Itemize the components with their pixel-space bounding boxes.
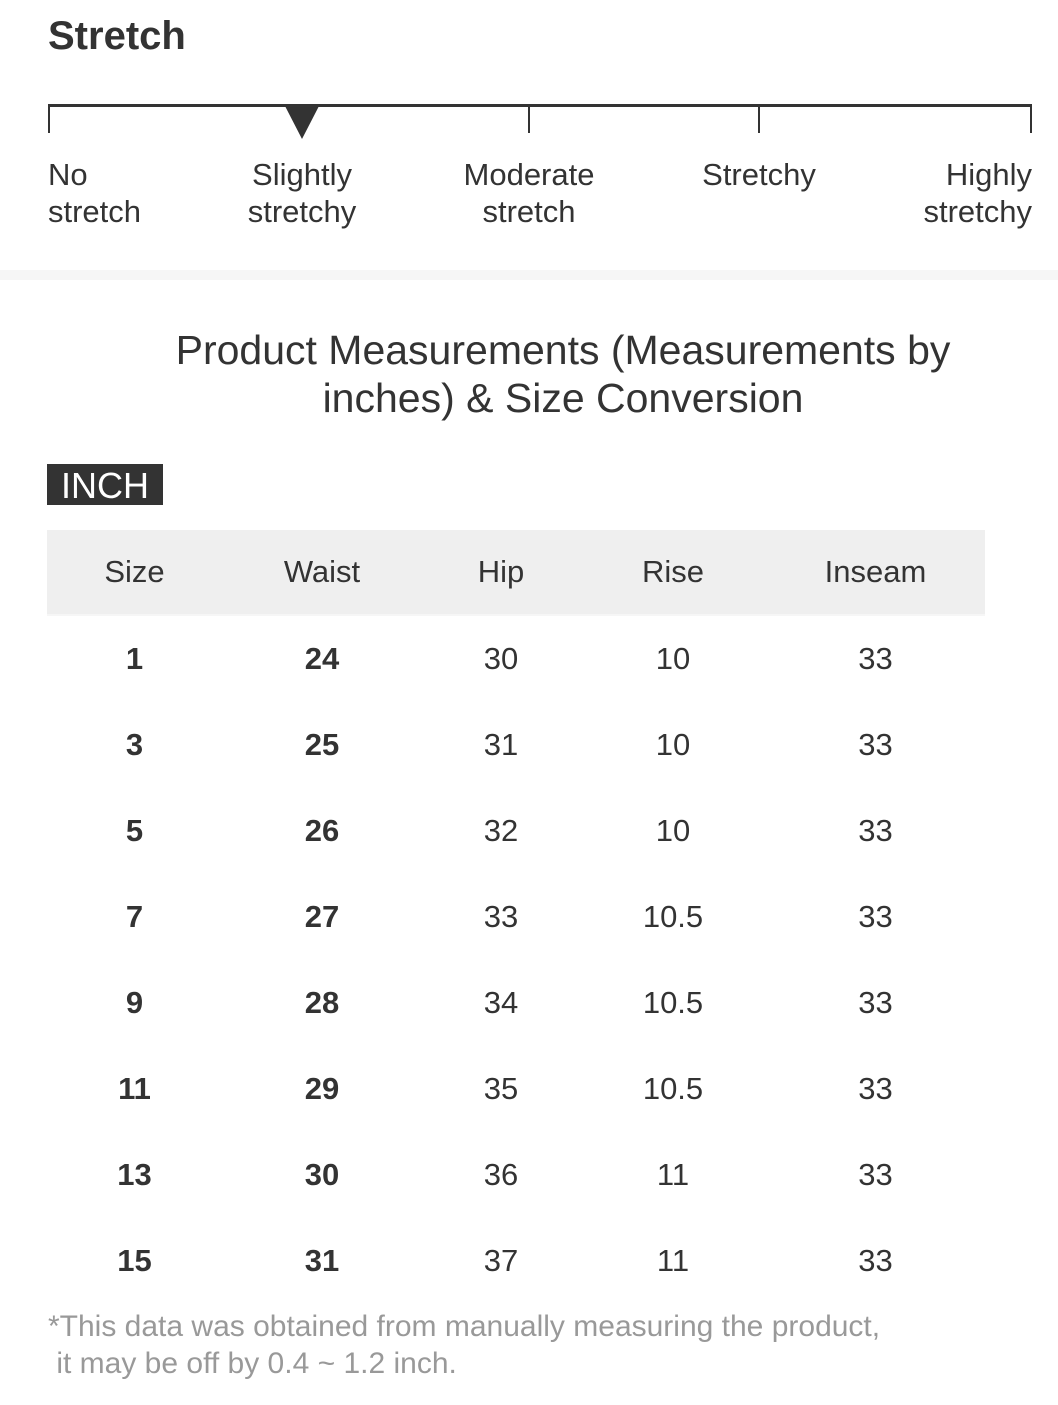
table-cell: 34 [483,985,519,1020]
table-row [47,702,985,788]
table-cell: 30 [483,641,519,676]
table-cell: 28 [304,985,340,1020]
stretch-title: Stretch [48,14,186,58]
unit-badge: INCH [47,464,163,505]
table-row [47,615,985,702]
table-cell: 13 [117,1157,152,1192]
stretch-label-moderate: Moderate stretch [463,157,595,229]
table-header-row [47,530,985,615]
table-cell: 10.5 [642,899,704,934]
table-cell: 33 [858,1157,893,1192]
size-table [47,530,985,1304]
table-cell: 7 [125,899,144,934]
table-cell: 36 [483,1157,519,1192]
stretch-scale-bar [48,104,1032,107]
table-cell: 29 [304,1071,340,1106]
table-cell: 5 [125,813,144,848]
table-cell: 33 [858,641,893,676]
column-header: Hip [422,530,580,615]
scale-tick [48,104,50,133]
table-cell: 10 [655,641,691,676]
stretch-label-no-stretch: No stretch [48,157,142,229]
scale-tick [758,104,760,133]
table-cell: 33 [858,1243,893,1278]
table-cell: 33 [858,985,893,1020]
stretch-label-stretchy: Stretchy [702,157,816,192]
table-cell: 11 [656,1157,690,1192]
table-cell: 33 [858,1071,893,1106]
table-cell: 1 [125,641,144,676]
table-cell: 32 [483,813,519,848]
table-row [47,1046,985,1132]
table-row [47,788,985,874]
table-cell: 10.5 [642,1071,704,1106]
table-cell: 27 [304,899,340,934]
stretch-label-highly: Highly stretchy [923,157,1032,229]
table-cell: 11 [118,1071,151,1106]
table-cell: 9 [125,985,144,1020]
table-cell: 15 [117,1243,152,1278]
table-cell: 30 [304,1157,340,1192]
table-cell: 33 [858,899,893,934]
table-cell: 37 [483,1243,519,1278]
table-cell: 35 [483,1071,519,1106]
table-row [47,960,985,1046]
column-header: Waist [222,530,422,615]
table-cell: 10.5 [642,985,704,1020]
table-cell: 10 [655,813,691,848]
table-cell: 3 [125,727,144,762]
column-header: Rise [580,530,766,615]
table-cell: 26 [304,813,340,848]
table-cell: 33 [858,813,893,848]
table-cell: 25 [304,727,340,762]
footnote: *This data was obtained from manually measuring the product, it may be off by 0.4 ~ 1.2 inch. [48,1310,881,1380]
triangle-down-icon [285,106,319,139]
column-header: Size [47,530,222,615]
section-divider [0,270,1058,280]
stretch-label-slightly: Slightly stretchy [247,157,357,229]
table-cell: 24 [304,641,340,676]
table-cell: 33 [483,899,519,934]
scale-tick [528,104,530,133]
table-cell: 10 [655,727,691,762]
column-header: Inseam [766,530,985,615]
table-cell: 31 [483,727,519,762]
table-cell: 11 [656,1243,690,1278]
scale-tick [1030,104,1032,133]
table-row [47,1218,985,1304]
table-row [47,1132,985,1218]
measurements-title: Product Measurements (Measurements by inches) & Size Conversion [175,327,951,421]
table-cell: 33 [858,727,893,762]
table-row [47,874,985,960]
table-cell: 31 [304,1243,340,1278]
